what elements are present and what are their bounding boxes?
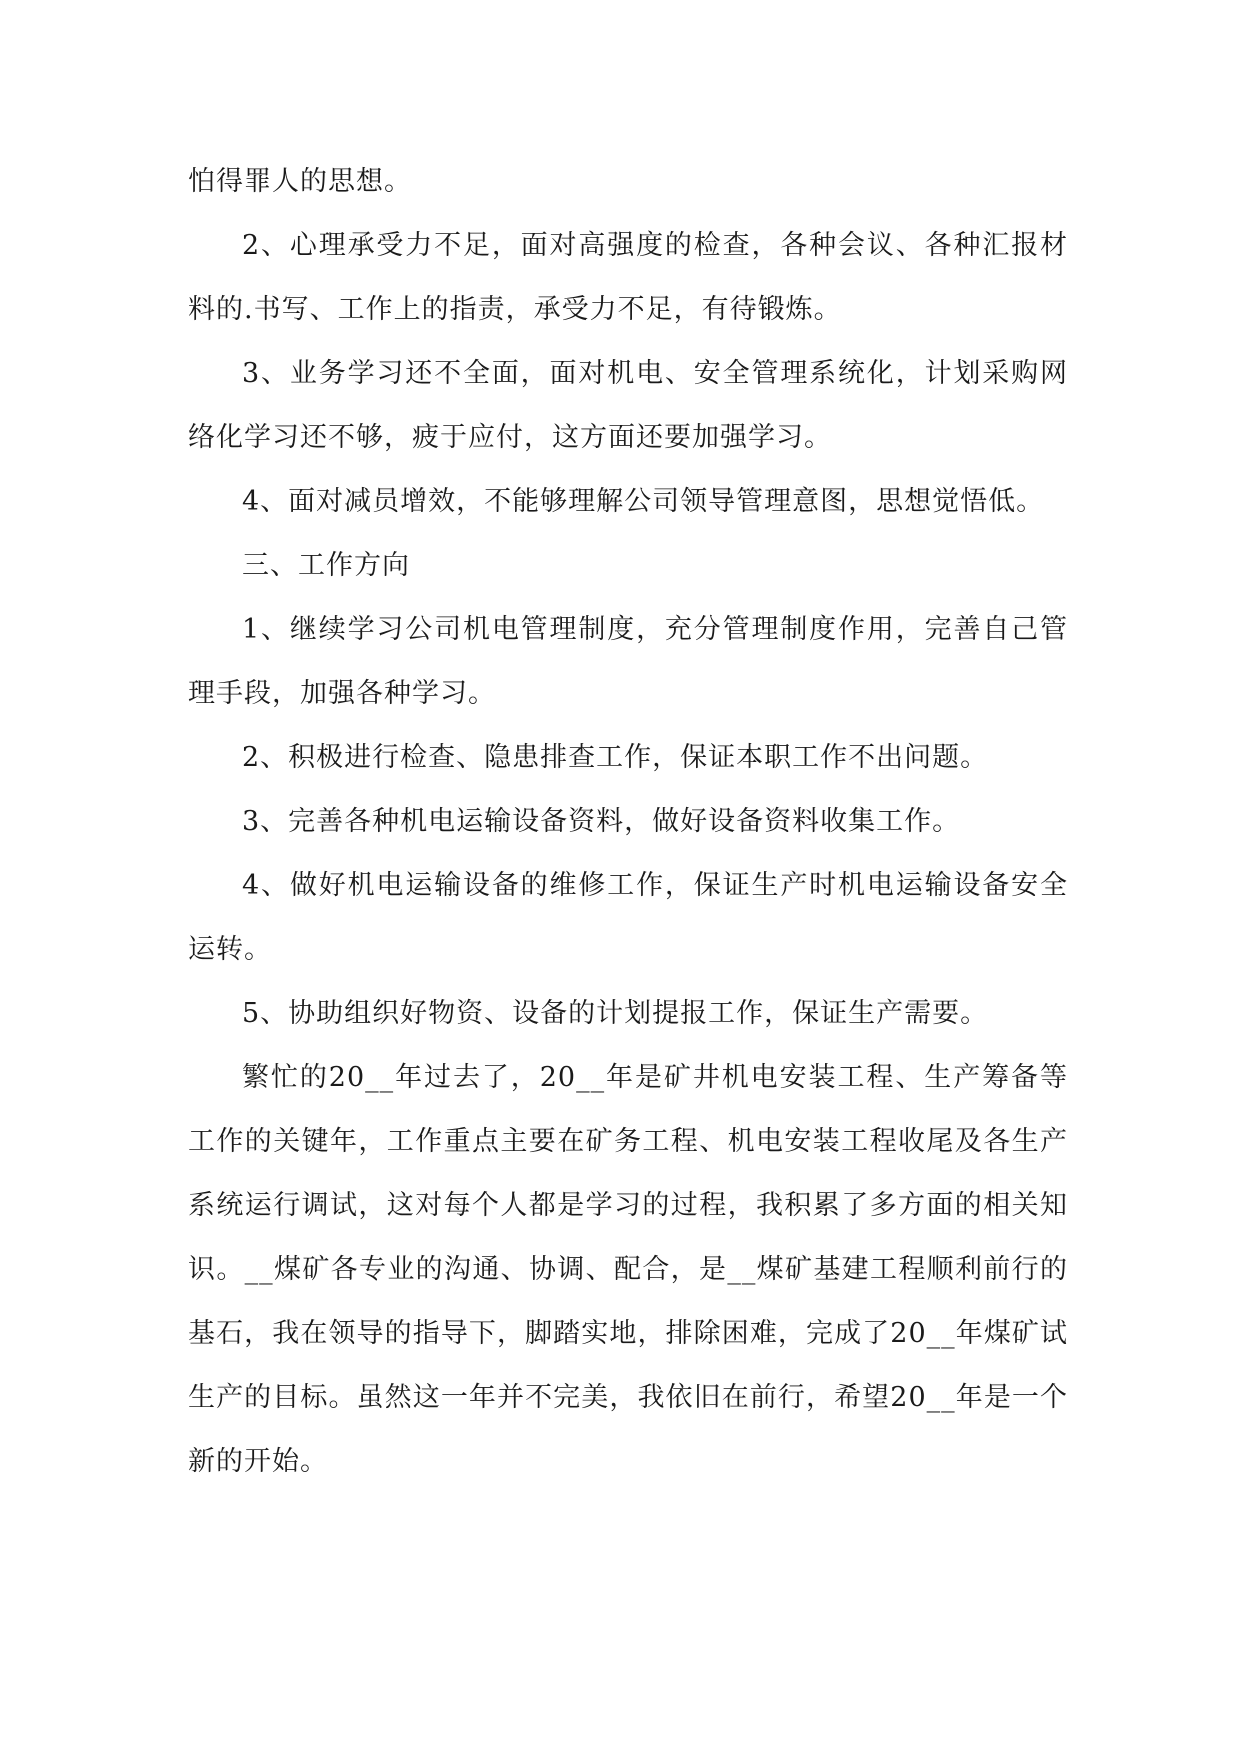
paragraph-direction-4: 4、做好机电运输设备的维修工作，保证生产时机电运输设备安全运转。	[188, 870, 1068, 965]
paragraph-direction-5: 5、协助组织好物资、设备的计划提报工作，保证生产需要。	[242, 998, 989, 1029]
paragraph-direction-1: 1、继续学习公司机电管理制度，充分管理制度作用，完善自己管理手段，加强各种学习。	[188, 614, 1068, 709]
paragraph-item-4-staff-reduction: 4、面对减员增效，不能够理解公司领导管理意图，思想觉悟低。	[242, 486, 1045, 517]
paragraph-direction-2: 2、积极进行检查、隐患排查工作，保证本职工作不出问题。	[242, 742, 989, 773]
document-body	[188, 150, 1068, 1494]
paragraph-continuation: 怕得罪人的思想。	[188, 166, 412, 197]
section-heading-work-direction: 三、工作方向	[242, 550, 410, 581]
paragraph-direction-3: 3、完善各种机电运输设备资料，做好设备资料收集工作。	[242, 806, 961, 837]
paragraph-item-3-study: 3、业务学习还不全面，面对机电、安全管理系统化，计划采购网络化学习还不够，疲于应付，这方面还要加强学习。	[188, 358, 1068, 453]
paragraph-conclusion: 繁忙的20__年过去了，20__年是矿井机电安装工程、生产筹备等工作的关键年，工作重点主要在矿务工程、机电安装工程收尾及各生产系统运行调试，这对每个人都是学习的过程，我积累了多方面的相关知识。__煤矿各专业的沟通、协调、配合，是__煤矿基建工程顺利前行的基石，我在领导的指导下，脚踏实地，排除困难，完成了20__年煤矿试生产的目标。虽然这一年并不完美，我依旧在前行，希望20__年是一个新的开始。	[188, 1062, 1068, 1477]
paragraph-item-2-pressure: 2、心理承受力不足，面对高强度的检查，各种会议、各种汇报材料的.书写、工作上的指责，承受力不足，有待锻炼。	[188, 230, 1068, 325]
